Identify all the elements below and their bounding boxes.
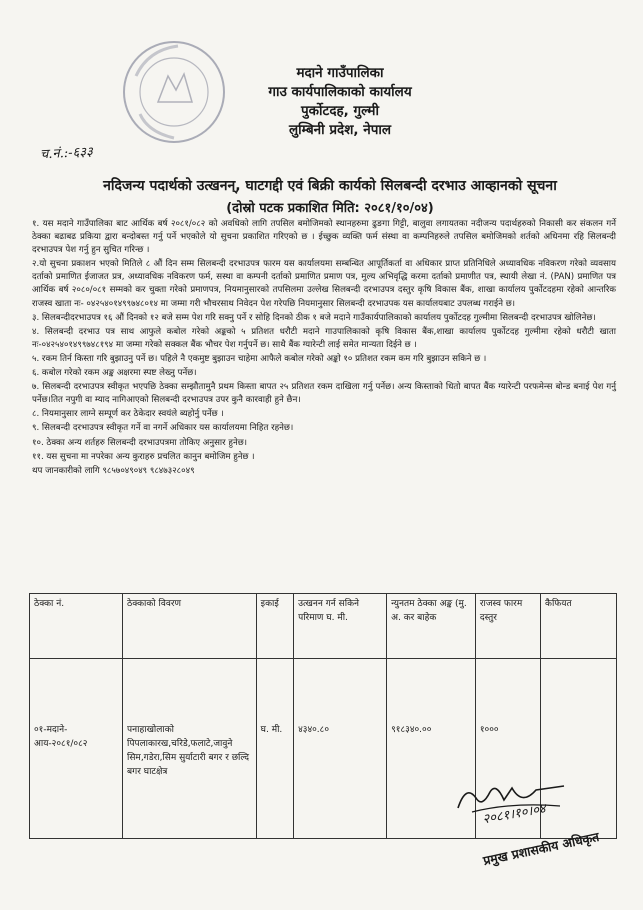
col-description: ठेक्काको विवरण: [123, 594, 257, 659]
office-name: गाउ कार्यपालिकाको कार्यालय: [268, 84, 412, 100]
clause-11: ११. यस सुचना मा नपरेका अन्य कुराहरु प्रचलित कानुन बमोजिम हुनेछ ।: [32, 451, 255, 462]
notice-body: [32, 218, 616, 479]
clause-2: २.यो सुचना प्रकाशन भएको मितिले ८ औं दिन सम्म सिलबन्दी दरभाउपत्र फारम यस कार्यालयमा सम्बन्धित आपूर्तिकर्ता वा अधिकार प्राप्त प्रतिनिधिले अध्यावधिक नविकरण गरेको व्यवसाय दर्ताको प्रमाणित ईजाजत प्रत्र, अध्यावधिक नविकरण फर्म, सस्था वा कम्पनी दर्ताको प्रमाणित प्रमाण पत्र, मुल्य अभिवृद्धि करमा दर्ताको प्रमाणीत पत्र, स्थायी लेखा नं. (PAN) प्रमाणित पत्र आर्थिक बर्ष २०८०/०८१ सम्मको कर चुक्ता गरेको प्रमाणपत्र, नियमानुसारको तपसिलमा उल्लेख सिलबन्दी दरभाउपत्र दस्तुर कृषि विकास बैंक, शाखा कार्यालय पुर्कोटदहमा रहेको आन्तरिक राजस्व खाता नः- ०४२५४०१४९९७४८०१४ मा जम्मा गरी भौचरसाथ निवेदन पेश गरेपछि नियमानुसार सिलबन्दी दरभाउपक यस कार्यालयबाट उपलब्ध गराईने छ।: [32, 259, 616, 309]
cell-contract-no: ०१-मदाने-आय-२०८१/०८२: [30, 659, 123, 839]
cell-description: पनाहाखोलाको पिपलाकारख,चरिडे,फलाटे,जावुने सिम,गडेरा,सिम सुर्याटारी बगर र छल्दि बगर घाटक्षेत्र: [123, 659, 257, 839]
municipality-name: मदाने गाउँपालिका: [296, 65, 384, 81]
clause-6: ६. कबोल गरेको रकम अङ्क अक्षरमा स्पष्ट लेख्नु पर्नेछ।: [32, 368, 197, 379]
col-unit: इकाई: [256, 594, 293, 659]
office-header: [220, 64, 460, 140]
col-contract-no: ठेक्का नं.: [30, 594, 123, 659]
col-quantity: उत्खनन गर्न सकिने परिमाण घ. मी.: [294, 594, 387, 659]
clause-5: ५. रकम तिर्न किस्ता गरि बुझाउनु पर्ने छ। पहिले नै एकमुष्ट बुझाउन चाहेमा आफैले कबोल गरेको अङ्को १० प्रतिशत रकम कम गरि बुझाउन सकिने छ ।: [32, 353, 487, 364]
cell-fee: १०००: [475, 659, 540, 839]
reference-number: च.नं.:-६३३: [39, 144, 94, 163]
clause-3: ३. सिलबन्दीदरभाउपत्र १६ औं दिनको १२ बजे सम्म पेश गरि सक्नु पर्ने र सोहि दिनको ठीक १ बजे मदाने गाउँकार्यपालिकाको कार्यालय पुर्कोटदह गुल्मीमा सिलबन्दी दरभाउपत्र खोलिनेछ।: [32, 312, 596, 323]
clause-9: ९. सिलबन्दी दरभाउपत्र स्वीकृत गर्ने वा नगर्ने अधिकार यस कार्यालयमा निहित रहनेछ।: [32, 423, 294, 434]
clause-1: १. यस मदाने गाउँपालिका बाट आर्थिक बर्ष २०८१/०८२ को अवधिको लागि तपसिल बमोजिमको स्थानहरुमा ढुङगा गिट्टी, बालुवा लगायतका नदीजन्य पदार्थहरुको निकासी कर संकलन गर्ने ठेक्का बढाबढ प्रकिया द्वारा बन्दोबस्त गर्नु पर्ने भएकोले यो सुचना प्रकाशित गरिएको छ । ईच्छुक व्यक्ति फर्म संस्था वा कम्पनिहरुले तपसिल बमोजिमको शर्तको अधिनमा रहि सिलबन्दी दरभाउपत्र पेश गर्नु हुन सुचित गरिन्छ ।: [32, 219, 616, 256]
col-remarks: कैफियत: [541, 594, 617, 659]
notice-title: नदिजन्य पदार्थको उत्खनन्, घाटगद्दी एवं बिक्री कार्यको सिलबन्दी दरभाउ आव्हानको सूचना: [103, 178, 557, 194]
province-name: लुम्बिनी प्रदेश, नेपाल: [288, 122, 392, 138]
clause-7: ७. सिलबन्दी दरभाउपत्र स्वीकृत भएपछि ठेक्का सम्झौतामुनै प्रथम किस्ता बापत २५ प्रतिशत रकम दाखिला गर्नु पर्नेछ। अन्य किस्ताको धितो बापत बैंक ग्यारेन्टी परफमेन्स बोन्ड बनाई पेश गर्नु पर्नेछ।तित नपुगी वा म्याद नागिआएको सिलबन्दी दरभाउपत्र उपर कुनै कारवाही हुने छैन।: [32, 382, 616, 406]
cell-quantity: ४३४०.८०: [294, 659, 387, 839]
office-location: पुर्कोटदह, गुल्मी: [300, 103, 380, 119]
contact-info: थप जानकारीको लागि ९८५७०४९०४९ ९८४७३२८०४९: [32, 465, 195, 476]
signatory-designation: प्रमुख प्रशासकीय अधिकृत: [481, 828, 601, 869]
cell-min-amount: ९१८३४०.००: [387, 659, 476, 839]
office-seal-stamp: [118, 36, 230, 148]
signature-date: २०८१।१०।०४: [481, 801, 548, 828]
clause-4: ४. सिलबन्दी दरभाउ पत्र साथ आफुले कबोल गरेको अङ्कको ५ प्रतिशत धरौटी मदाने गाउपालिकाको कृषि विकास बैंक,शाखा कार्यालय पुर्कोटदह गुल्मीमा रहेको धरौटी खाता नः-०४२५४०१४९९७४८१९४ मा जम्मा गरेको सक्कल बैंक भौचर पेश गर्नुपर्ने छ। साथै बैंक ग्यारेन्टी लाई समेत मान्यता दिईने छ ।: [32, 326, 616, 350]
cell-unit: घ. मी.: [256, 659, 293, 839]
clause-10: १०. ठेक्का अन्य शर्तहरु सिलबन्दी दरभाउपत्रमा तोकिए अनुसार हुनेछ।: [32, 437, 248, 448]
table-header-row: [30, 594, 617, 659]
notice-subtitle: (दोस्रो पटक प्रकाशित मिति: २०८१/१०/०४): [226, 201, 434, 216]
clause-8: ८. नियमानुसार लाग्ने सम्पूर्ण कर ठेकेदार स्वयंले ब्यहोर्नु पर्नेछ ।: [32, 409, 224, 420]
seal-icon: [118, 36, 230, 148]
col-fee: राजस्व फारम दस्तुर: [475, 594, 540, 659]
col-min-amount: न्युनतम ठेक्का अङ्क (मु. अ. कर बाहेक: [387, 594, 476, 659]
